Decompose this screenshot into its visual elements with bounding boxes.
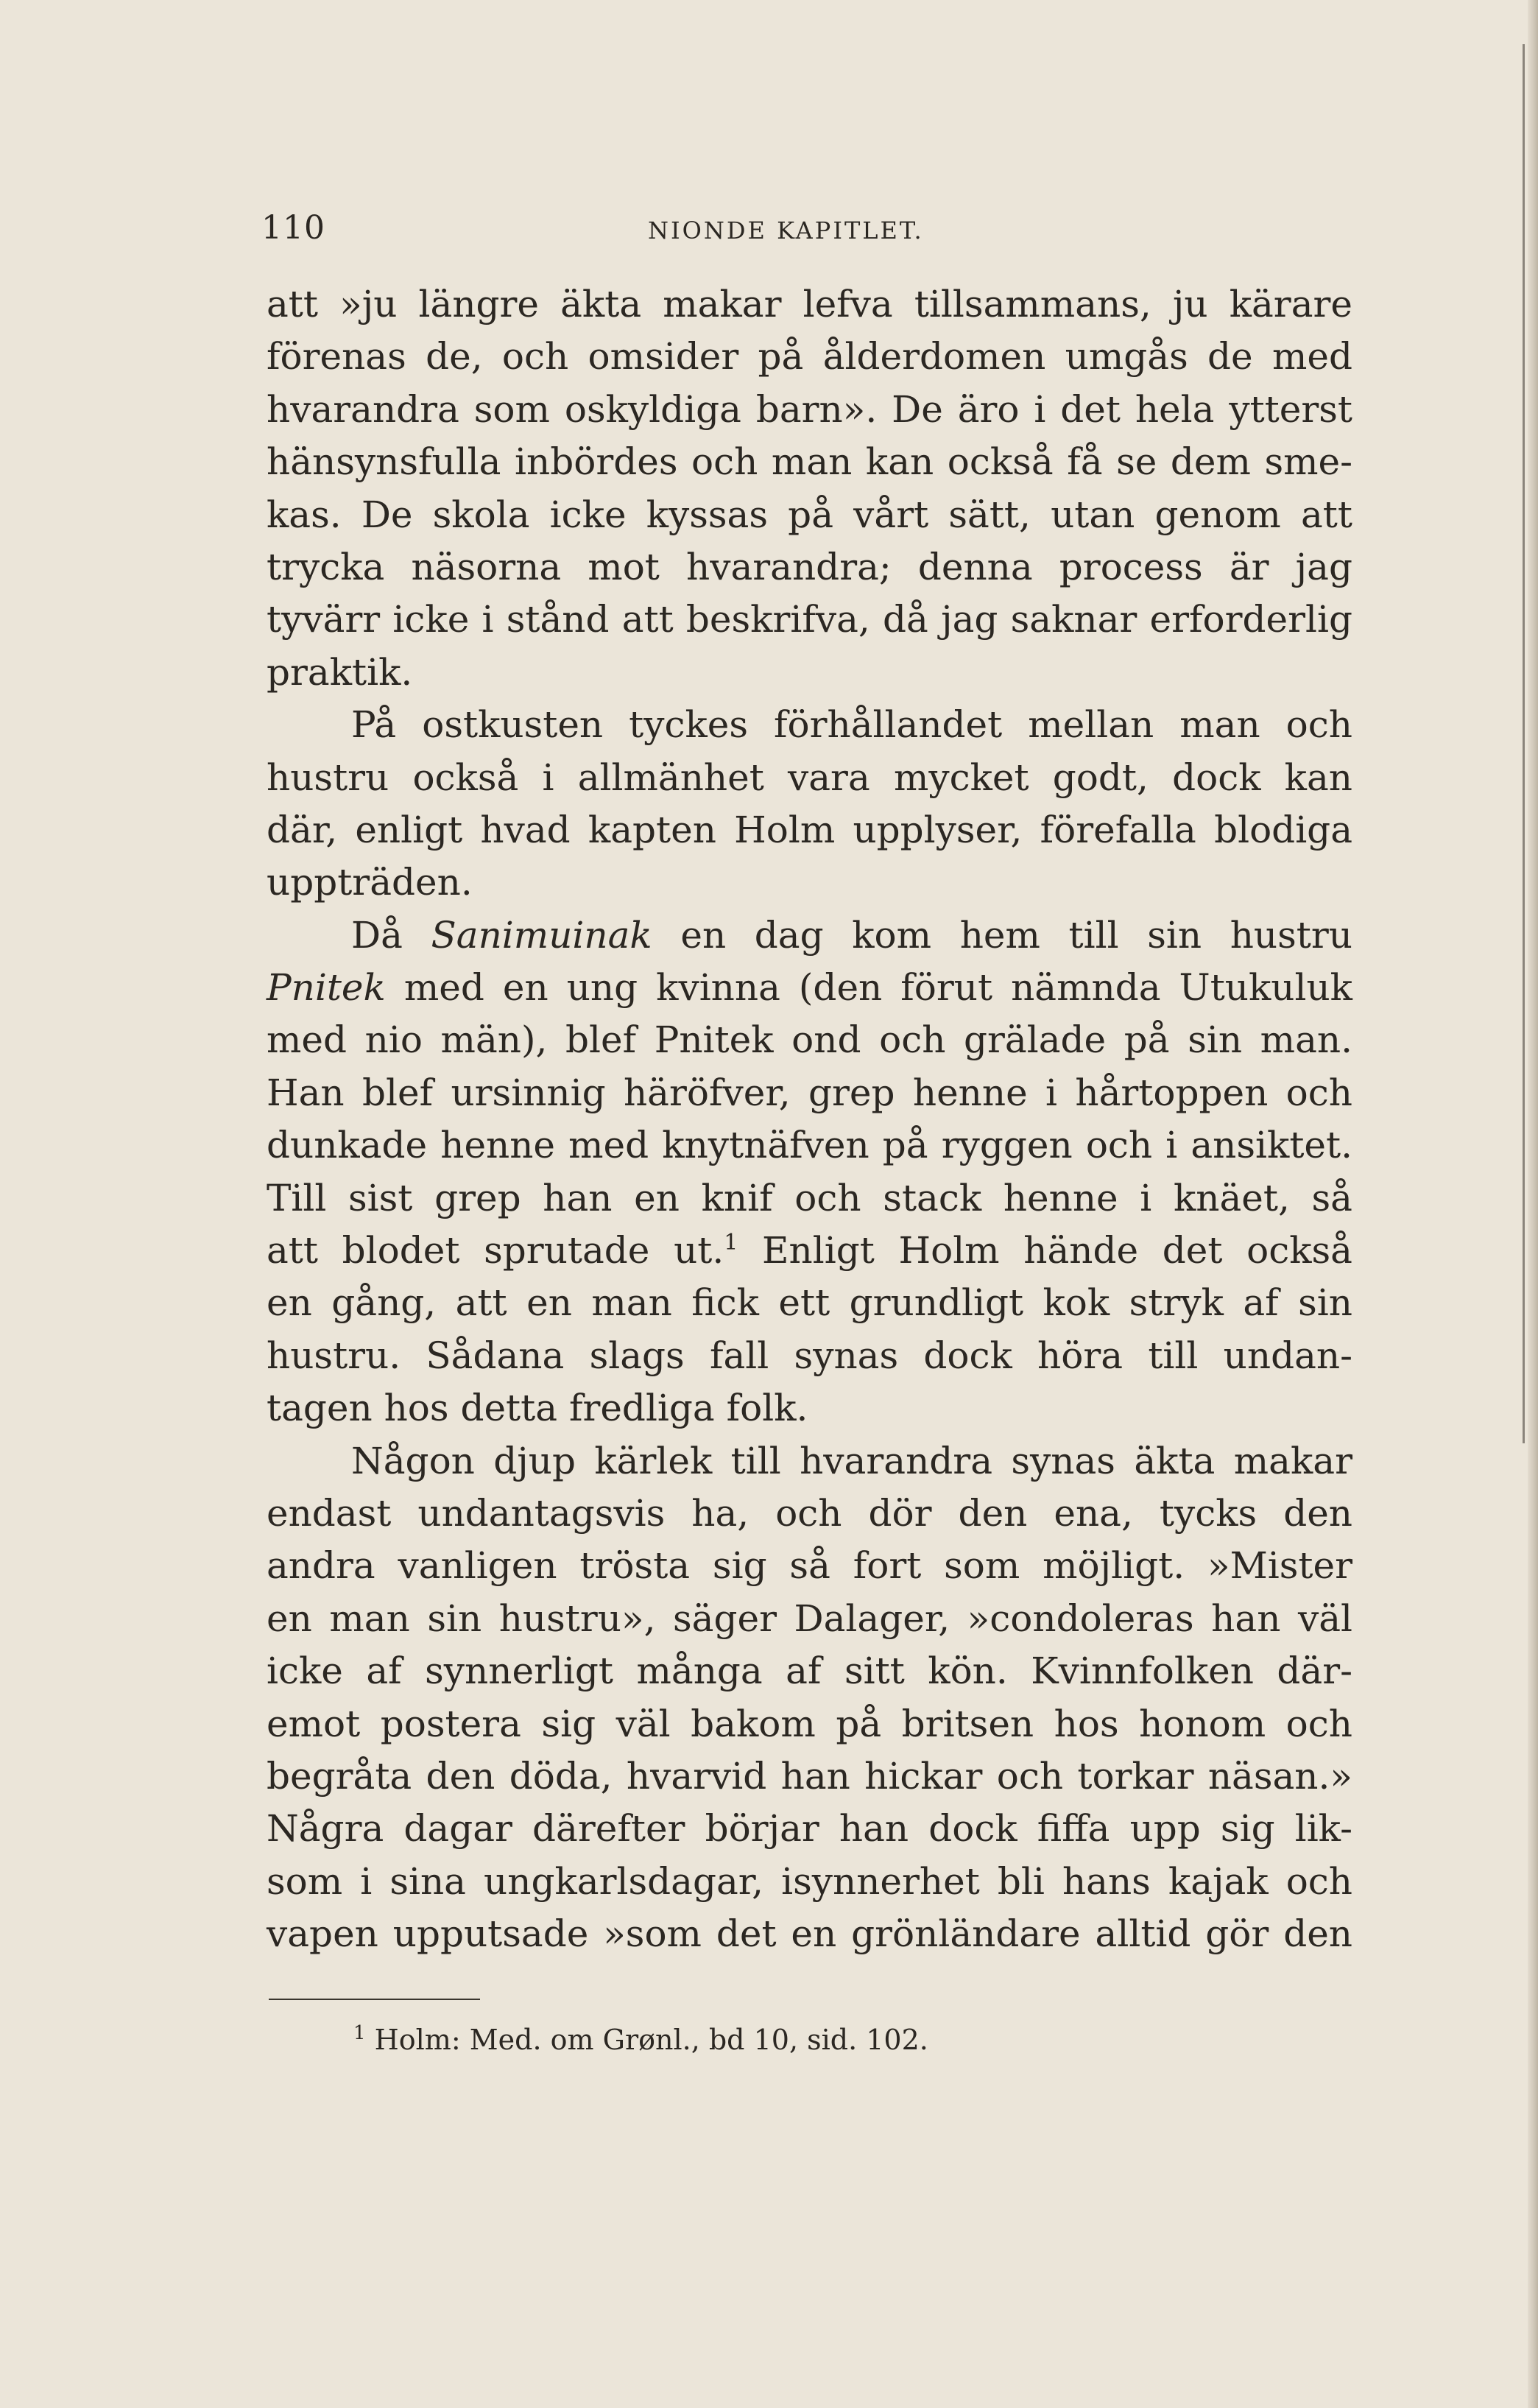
text-line: Till sist grep han en knif och stack henne i knäet, så — [267, 1176, 1352, 1219]
person-name-italic: Sanimuinak — [431, 913, 652, 957]
page-edge-shadow — [1523, 44, 1525, 1443]
text-line: en gång, att en man fick ett grundligt kok stryk af sin — [267, 1281, 1352, 1325]
text-line — [267, 909, 1352, 962]
page-header — [261, 209, 1351, 253]
body-text — [267, 278, 1352, 1961]
text-line: endast undantagsvis ha, och dör den ena, tycks den — [267, 1491, 1352, 1535]
text-line: uppträden. — [267, 861, 473, 904]
text-line: begråta den döda, hvarvid han hickar och torkar näsan.» — [267, 1754, 1352, 1798]
page-edge — [1528, 0, 1538, 2408]
text-line: hvarandra som oskyldiga barn». De äro i det hela ytterst — [267, 387, 1352, 431]
text-line: kas. De skola icke kyssas på vårt sätt, utan genom att — [267, 493, 1352, 536]
text-line: Han blef ursinnig häröfver, grep henne i hårtoppen och — [267, 1071, 1352, 1114]
text-line: en man sin hustru», säger Dalager, »condoleras han väl — [267, 1596, 1352, 1640]
text-line: hustru också i allmänhet vara mycket godt, dock kan — [267, 756, 1352, 799]
text-line: Några dagar därefter börjar han dock fiffa upp sig lik- — [267, 1807, 1352, 1851]
text-line: andra vanligen trösta sig så fort som möjligt. »Mister — [267, 1544, 1352, 1588]
text-line: Någon djup kärlek till hvarandra synas äkta makar — [351, 1439, 1352, 1482]
text-line: tagen hos detta fredliga folk. — [267, 1387, 808, 1430]
text-line: där, enligt hvad kapten Holm upplyser, förefalla blodiga — [267, 808, 1352, 851]
text-line: emot postera sig väl bakom på britsen hos honom och — [267, 1702, 1352, 1745]
text-line: hustru. Sådana slags fall synas dock höra till undan- — [267, 1334, 1352, 1377]
text-line: praktik. — [267, 650, 413, 694]
text-line: icke af synnerligt många af sitt kön. Kvinnfolken där- — [267, 1650, 1352, 1693]
text-line — [267, 1225, 1352, 1277]
text-line: dunkade henne med knytnäfven på ryggen och i ansiktet. — [267, 1124, 1352, 1167]
text-line: trycka näsorna mot hvarandra; denna process är jag — [267, 545, 1352, 588]
text-line: som i sina ungkarlsdagar, isynnerhet bli hans kajak och — [267, 1859, 1352, 1903]
text-line: På ostkusten tyckes förhållandet mellan man och — [351, 703, 1352, 747]
text-segment: att blodet sprutade ut. — [267, 1229, 724, 1272]
footnote-marker: 1 — [353, 2022, 366, 2044]
text-line: förenas de, och omsider på ålderdomen umgås de med — [267, 335, 1352, 379]
footnote-reference[interactable]: 1 — [724, 1230, 738, 1256]
text-line: hänsynsfulla inbördes och man kan också få se dem sme- — [267, 440, 1352, 484]
text-line: tyvärr icke i stånd att beskrifva, då jag saknar erforderlig — [267, 598, 1352, 641]
footnote-divider — [269, 1999, 480, 2000]
text-segment: Enligt Holm hände det också — [762, 1229, 1352, 1272]
text-line — [267, 962, 1352, 1014]
footnote — [353, 2024, 928, 2056]
text-segment: en dag kom hem till sin hustru — [680, 913, 1352, 957]
text-segment: med en ung kvinna (den förut nämnda Utukuluk — [403, 966, 1352, 1010]
footnote-text: Holm: Med. om Grønl., bd 10, sid. 102. — [374, 2024, 928, 2056]
running-head: NIONDE KAPITLET. — [648, 216, 924, 244]
person-name-italic: Pnitek — [267, 966, 386, 1010]
text-line: vapen upputsade »som det en grönländare alltid gör den — [267, 1912, 1352, 1956]
text-segment: Då — [351, 913, 403, 957]
text-line: med nio män), blef Pnitek ond och grälade på sin man. — [267, 1018, 1352, 1062]
text-line: att »ju längre äkta makar lefva tillsammans, ju kärare — [267, 283, 1352, 325]
page-number: 110 — [261, 209, 325, 247]
